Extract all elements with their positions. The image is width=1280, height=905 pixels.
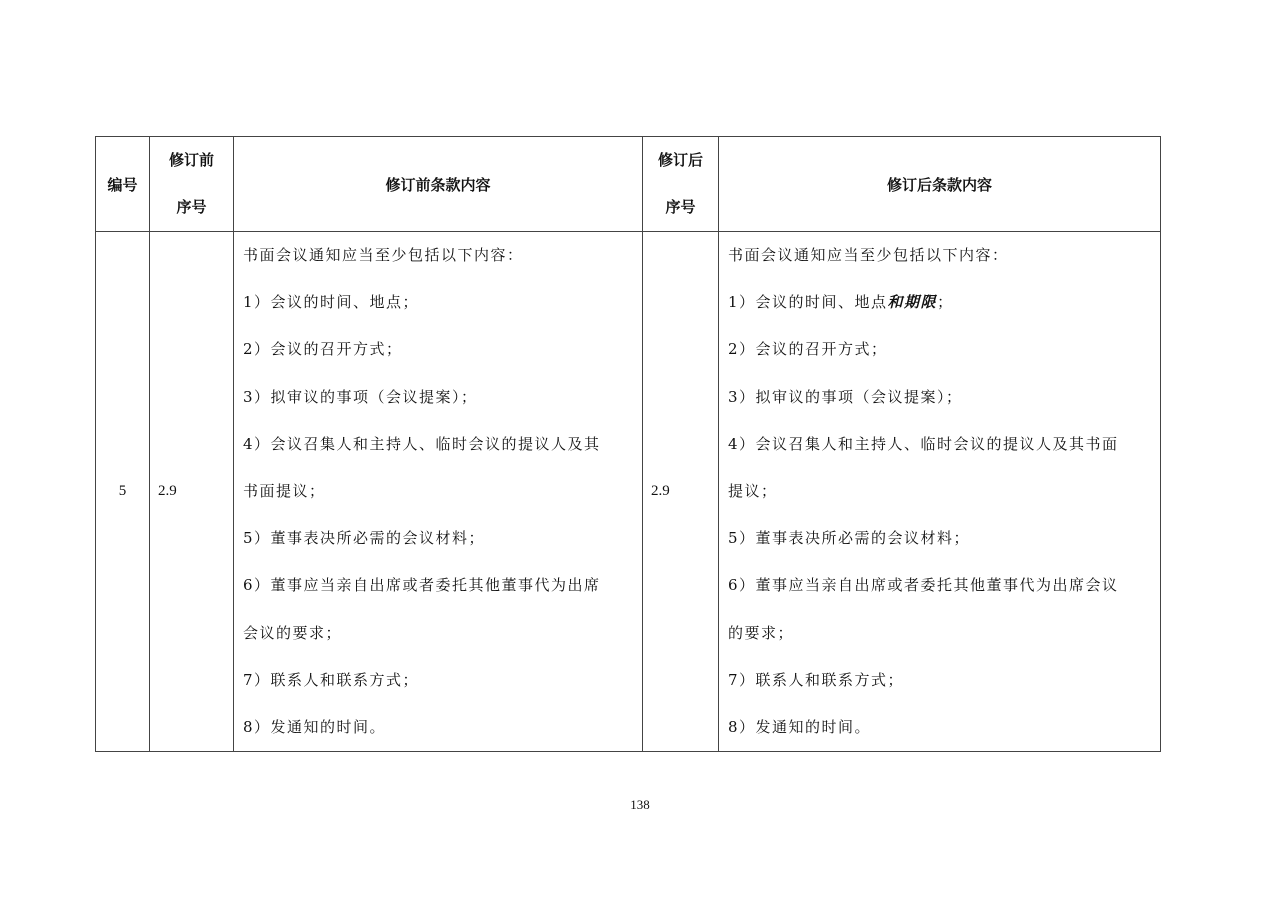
header-number: 编号 bbox=[96, 137, 150, 232]
clause-line: 4）会议召集人和主持人、临时会议的提议人及其 bbox=[243, 434, 601, 453]
row-after-seq: 2.9 bbox=[643, 232, 719, 752]
clause-line: 7）联系人和联系方式； bbox=[243, 670, 420, 689]
clause-line-text: 1）会议的时间、地点 bbox=[728, 293, 888, 312]
row-before-content bbox=[234, 232, 643, 752]
added-text: 和期限 bbox=[887, 293, 938, 312]
header-before-seq-line: 修订前 bbox=[168, 151, 214, 169]
row-after-content bbox=[719, 232, 1161, 752]
header-after-seq-line: 序号 bbox=[665, 198, 696, 216]
table-header-row bbox=[96, 137, 1161, 232]
clause-line: 6）董事应当亲自出席或者委托其他董事代为出席会议 bbox=[728, 576, 1119, 595]
header-before-content: 修订前条款内容 bbox=[234, 137, 643, 232]
clause-line: 6）董事应当亲自出席或者委托其他董事代为出席 bbox=[243, 576, 601, 595]
clause-line: 4）会议召集人和主持人、临时会议的提议人及其书面 bbox=[728, 434, 1119, 453]
clause-line: 书面会议通知应当至少包括以下内容： bbox=[728, 246, 1009, 264]
row-before-seq: 2.9 bbox=[150, 232, 234, 752]
clause-line: 3）拟审议的事项（会议提案）； bbox=[243, 387, 478, 406]
page-number: 138 bbox=[630, 797, 650, 812]
clause-line: 8）发通知的时间。 bbox=[728, 717, 872, 736]
header-after-seq bbox=[643, 137, 719, 232]
clause-line: 3）拟审议的事项（会议提案）； bbox=[728, 387, 963, 406]
clause-line: 5）董事表决所必需的会议材料； bbox=[243, 529, 486, 548]
clause-line: 的要求； bbox=[728, 623, 795, 642]
clause-line: 提议； bbox=[728, 481, 778, 500]
header-before-seq bbox=[150, 137, 234, 232]
clause-line: 书面会议通知应当至少包括以下内容： bbox=[243, 246, 524, 264]
row-number: 5 bbox=[96, 232, 150, 752]
clause-line: 会议的要求； bbox=[243, 623, 343, 642]
clause-line: 2）会议的召开方式； bbox=[728, 340, 888, 359]
clause-line: 2）会议的召开方式； bbox=[243, 340, 403, 359]
header-after-seq-line: 修订后 bbox=[657, 151, 703, 169]
table-row bbox=[96, 232, 1161, 752]
clause-line: 8）发通知的时间。 bbox=[243, 717, 387, 736]
amendment-table bbox=[95, 136, 1161, 752]
clause-line bbox=[728, 279, 1152, 326]
before-content-lines bbox=[243, 232, 634, 751]
clause-line: 书面提议； bbox=[243, 481, 326, 500]
header-after-content: 修订后条款内容 bbox=[719, 137, 1161, 232]
header-before-seq-line: 序号 bbox=[176, 198, 207, 216]
clause-line: 1）会议的时间、地点； bbox=[243, 293, 420, 312]
clause-line: 5）董事表决所必需的会议材料； bbox=[728, 529, 971, 548]
clause-line: 7）联系人和联系方式； bbox=[728, 670, 905, 689]
after-content-lines bbox=[728, 232, 1152, 751]
clause-line-text: ； bbox=[937, 293, 954, 312]
